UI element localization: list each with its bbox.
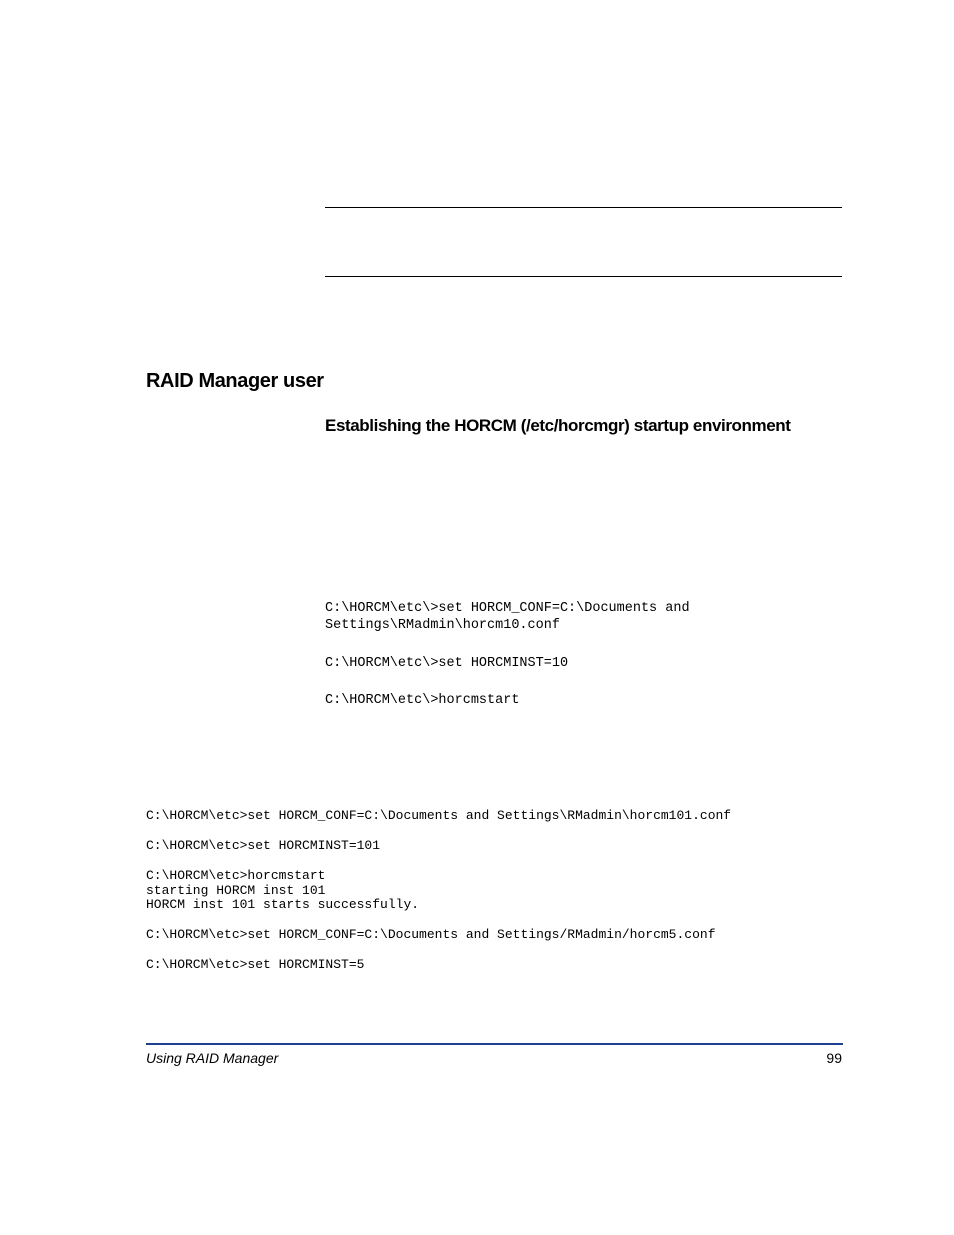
section-title: RAID Manager user	[146, 370, 324, 392]
code-block-horcmstart-output: C:\HORCM\etc>horcmstart starting HORCM inst 101 HORCM inst 101 starts successfully.	[146, 868, 420, 912]
page-number: 99	[826, 1050, 842, 1066]
code-line-conf-10: C:\HORCM\etc\>set HORCM_CONF=C:\Documents and Settings\RMadmin\horcm10.conf	[325, 601, 690, 633]
code-block-inst-5: C:\HORCM\etc>set HORCMINST=5	[146, 957, 365, 972]
code-block-inst-101: C:\HORCM\etc>set HORCMINST=101	[146, 838, 381, 853]
code-line-horcmstart: C:\HORCM\etc\>horcmstart	[325, 693, 520, 708]
note-rule-bottom	[325, 276, 842, 277]
code-line-inst-10: C:\HORCM\etc\>set HORCMINST=10	[325, 656, 569, 671]
footer-title: Using RAID Manager	[146, 1050, 279, 1066]
footer-rule	[146, 1043, 843, 1045]
subsection-title: Establishing the HORCM (/etc/horcmgr) startup environment	[325, 416, 791, 435]
code-block-conf-101: C:\HORCM\etc>set HORCM_CONF=C:\Documents and Settings\RMadmin\horcm101.conf	[146, 808, 732, 823]
code-block-conf-5: C:\HORCM\etc>set HORCM_CONF=C:\Documents and Settings/RMadmin/horcm5.conf	[146, 927, 716, 942]
note-rule-top	[325, 207, 842, 208]
